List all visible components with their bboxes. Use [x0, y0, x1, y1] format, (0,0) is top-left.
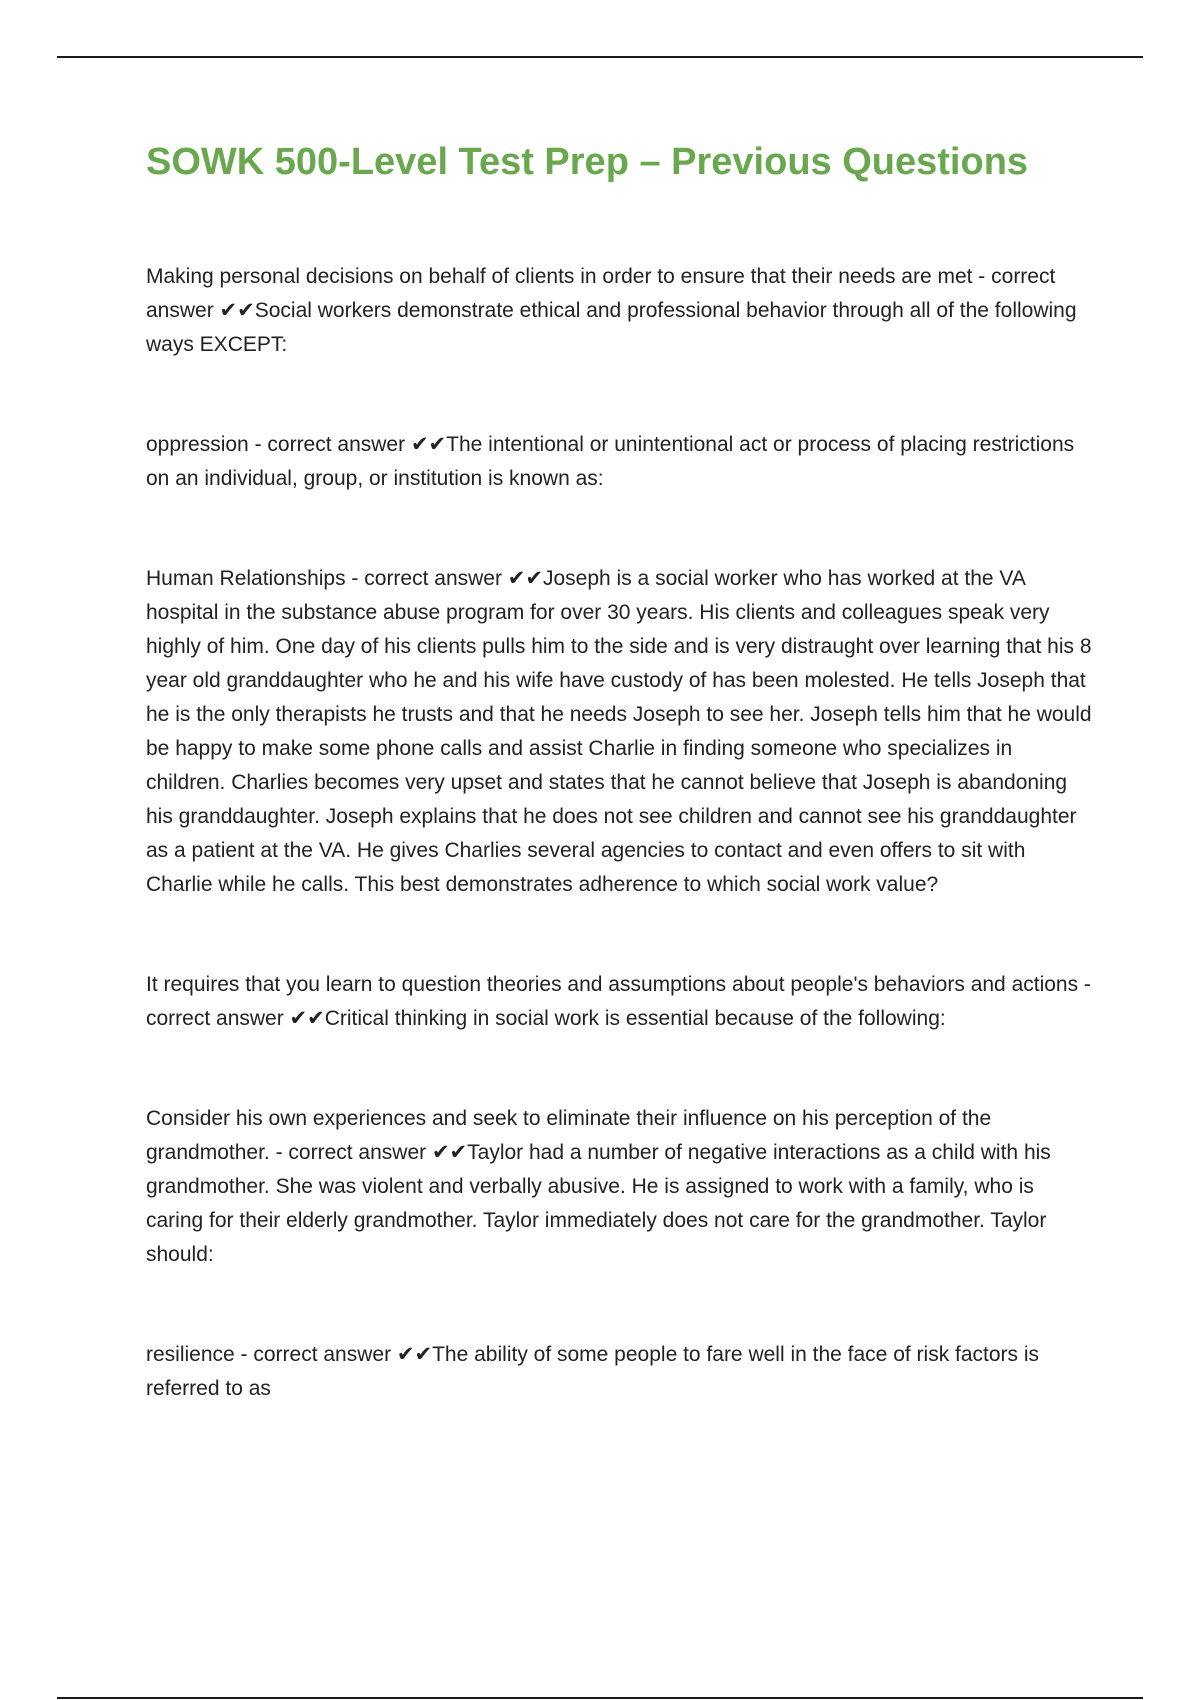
qa-item-text: It requires that you learn to question theories and assumptions about people's behaviors and actions - correct answer ✔✔Critical thinking in social work is essential because of the following:: [146, 972, 1091, 1030]
qa-item-text: oppression - correct answer ✔✔The intentional or unintentional act or process of placing restrictions on an individual, group, or institution is known as:: [146, 432, 1075, 490]
qa-item-text: resilience - correct answer ✔✔The ability of some people to fare well in the face of risk factors is referred to as: [146, 1342, 1040, 1400]
qa-item-text: Making personal decisions on behalf of clients in order to ensure that their needs are met - correct answer ✔✔Social workers demonstrate ethical and professional behavior through all of the following ways EXCEPT:: [146, 264, 1077, 356]
document-content: [146, 140, 1096, 1472]
bottom-divider: [57, 1697, 1143, 1699]
qa-item-5: [146, 1102, 1096, 1272]
qa-item-6: [146, 1338, 1096, 1406]
qa-item-3: [146, 562, 1096, 902]
qa-item-text: Human Relationships - correct answer ✔✔Joseph is a social worker who has worked at the VA hospital in the substance abuse program for over 30 years. His clients and colleagues speak very highly of him. One day of his clients pulls him to the side and is very distraught over learning that his 8 year old granddaughter who he and his wife have custody of has been molested. He tells Joseph that he is the only therapists he trusts and that he needs Joseph to see her. Joseph tells him that he would be happy to make some phone calls and assist Charlie in finding someone who specializes in children. Charlies becomes very upset and states that he cannot believe that Joseph is abandoning his granddaughter. Joseph explains that he does not see children and cannot see his granddaughter as a patient at the VA. He gives Charlies several agencies to contact and even offers to sit with Charlie while he calls. This best demonstrates adherence to which social work value?: [146, 566, 1092, 896]
qa-item-2: [146, 428, 1096, 496]
qa-item-text: Consider his own experiences and seek to eliminate their influence on his perception of the grandmother. - correct answer ✔✔Taylor had a number of negative interactions as a child with his grandmother. She was violent and verbally abusive. He is assigned to work with a family, who is caring for their elderly grandmother. Taylor immediately does not care for the grandmother. Taylor should:: [146, 1106, 1051, 1266]
page-title: SOWK 500-Level Test Prep – Previous Questions: [146, 141, 1029, 183]
qa-item-4: [146, 968, 1096, 1036]
top-divider: [57, 56, 1143, 58]
qa-item-1: [146, 260, 1096, 362]
